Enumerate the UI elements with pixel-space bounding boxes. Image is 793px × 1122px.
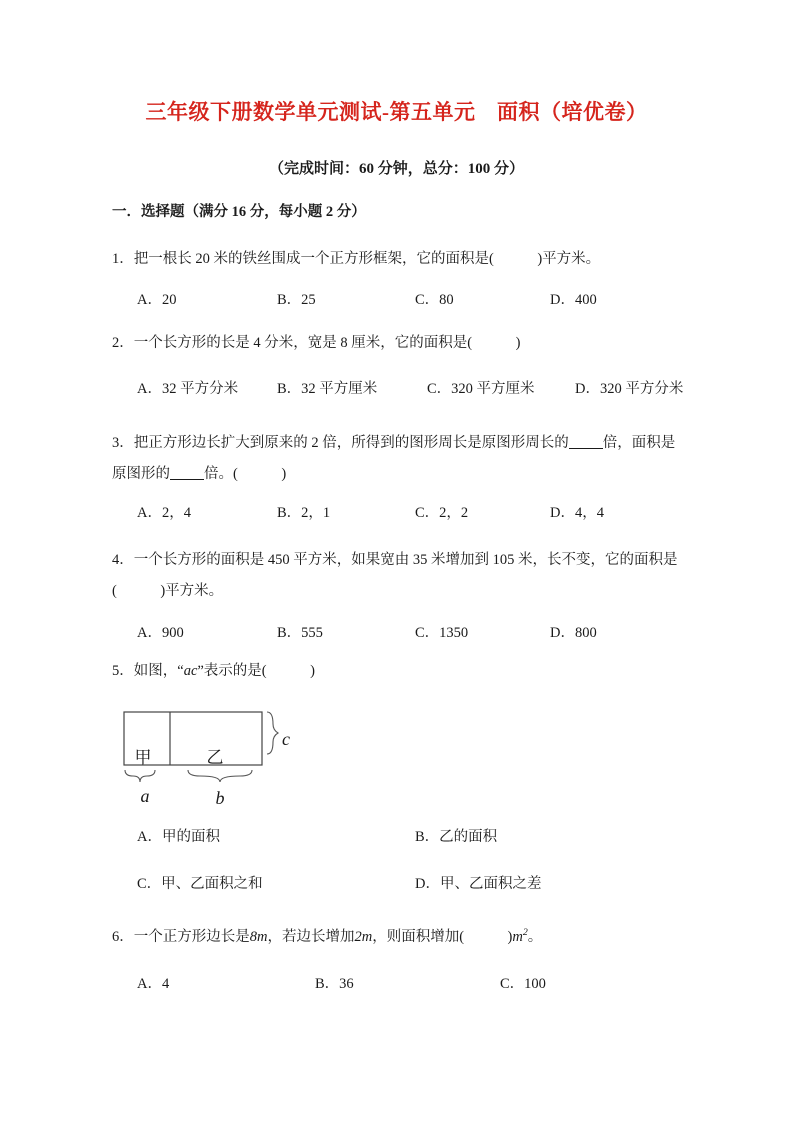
- question-4-option-c[interactable]: C．1350: [415, 625, 469, 641]
- question-6: [112, 920, 684, 950]
- question-3-blank-1: [569, 434, 603, 449]
- question-3-blank-2: [170, 465, 204, 480]
- question-5-option-c[interactable]: C．甲、乙面积之和: [137, 876, 263, 892]
- question-6-stem-part3: ，则面积增加( ): [372, 928, 513, 945]
- section-heading: 一．选择题（满分 16 分，每小题 2 分）: [112, 204, 366, 220]
- page-title: 三年级下册数学单元测试-第五单元 面积（培优卷）: [145, 100, 648, 124]
- question-6-option-b[interactable]: B．36: [315, 976, 354, 992]
- question-6-math-1: 8m: [249, 928, 268, 945]
- question-1-options: [112, 288, 712, 310]
- question-3-option-a[interactable]: A．2，4: [137, 505, 191, 521]
- question-1-option-b[interactable]: B．25: [277, 292, 316, 308]
- question-3-option-c[interactable]: C．2，2: [415, 505, 469, 521]
- question-1-option-c[interactable]: C．80: [415, 292, 454, 308]
- question-3-stem-part3: 倍。( ): [204, 466, 287, 482]
- question-5-stem-suffix: ”表示的是( ): [197, 663, 315, 679]
- question-1-option-a[interactable]: A．20: [137, 292, 177, 308]
- question-6-option-c[interactable]: C．100: [500, 976, 546, 992]
- figure-label-b: b: [215, 788, 225, 808]
- question-6-math-exponent: 2: [522, 927, 528, 938]
- question-1-option-d[interactable]: D．400: [550, 292, 597, 308]
- question-6-math-2: 2m: [354, 928, 373, 945]
- question-5-options-row2: [112, 872, 712, 894]
- figure-brace-c: [267, 712, 278, 754]
- question-4-option-a[interactable]: A．900: [137, 625, 184, 641]
- question-1: [112, 246, 684, 272]
- question-5-stem-expression: ac: [183, 663, 198, 679]
- question-4-option-b[interactable]: B．555: [277, 625, 323, 641]
- figure-label-c: c: [282, 729, 290, 749]
- figure-brace-a: [125, 770, 155, 782]
- question-5-options-row1: [112, 825, 712, 847]
- question-4-stem: 4．一个长方形的面积是 450 平方米，如果宽由 35 米增加到 105 米，长不变，它的面积是( )平方米。: [112, 552, 678, 599]
- figure-label-a: a: [140, 786, 150, 806]
- question-4-options: [112, 621, 712, 643]
- figure-label-yi: 乙: [206, 748, 224, 767]
- question-5-option-d[interactable]: D．甲、乙面积之差: [415, 876, 542, 892]
- figure-brace-b: [188, 770, 252, 782]
- question-2-option-c[interactable]: C．320 平方厘米: [427, 381, 535, 397]
- question-2-option-a[interactable]: A．32 平方分米: [137, 381, 239, 397]
- question-4: [112, 545, 688, 607]
- question-5-option-b[interactable]: B．乙的面积: [415, 829, 498, 845]
- question-3: [112, 428, 684, 490]
- question-6-stem-part4: 。: [527, 928, 543, 945]
- question-5-option-a[interactable]: A．甲的面积: [137, 829, 220, 845]
- question-3-option-b[interactable]: B．2，1: [277, 505, 331, 521]
- question-5-figure: [110, 700, 340, 810]
- question-2-option-b[interactable]: B．32 平方厘米: [277, 381, 378, 397]
- figure-label-jia: 甲: [134, 748, 152, 767]
- page-subtitle: （完成时间：60 分钟，总分：100 分）: [268, 161, 524, 177]
- question-2-option-d[interactable]: D．320 平方分米: [575, 381, 684, 397]
- question-6-stem-part1: 6．一个正方形边长是: [112, 928, 250, 945]
- question-4-option-d[interactable]: D．800: [550, 625, 597, 641]
- question-6-options: [112, 972, 712, 994]
- question-2-options: [112, 377, 712, 399]
- question-5: [112, 658, 684, 684]
- question-3-options: [112, 501, 712, 523]
- question-6-math-3: m: [512, 928, 523, 945]
- question-2: [112, 330, 684, 356]
- question-3-stem-part1: 3．把正方形边长扩大到原来的 2 倍，所得到的图形周长是原图形周长的: [112, 435, 569, 451]
- question-3-option-d[interactable]: D．4，4: [550, 505, 604, 521]
- question-3-stem-part2: 倍，面积是原图形的: [112, 435, 676, 482]
- question-6-stem-part2: ，若边长增加: [267, 928, 355, 945]
- question-2-stem: 2．一个长方形的长是 4 分米，宽是 8 厘米，它的面积是( ): [112, 335, 521, 351]
- question-6-option-a[interactable]: A．4: [137, 976, 170, 992]
- question-1-stem: 1．把一根长 20 米的铁丝围成一个正方形框架，它的面积是( )平方米。: [112, 251, 601, 267]
- question-5-stem-prefix: 5．如图，“: [112, 663, 184, 679]
